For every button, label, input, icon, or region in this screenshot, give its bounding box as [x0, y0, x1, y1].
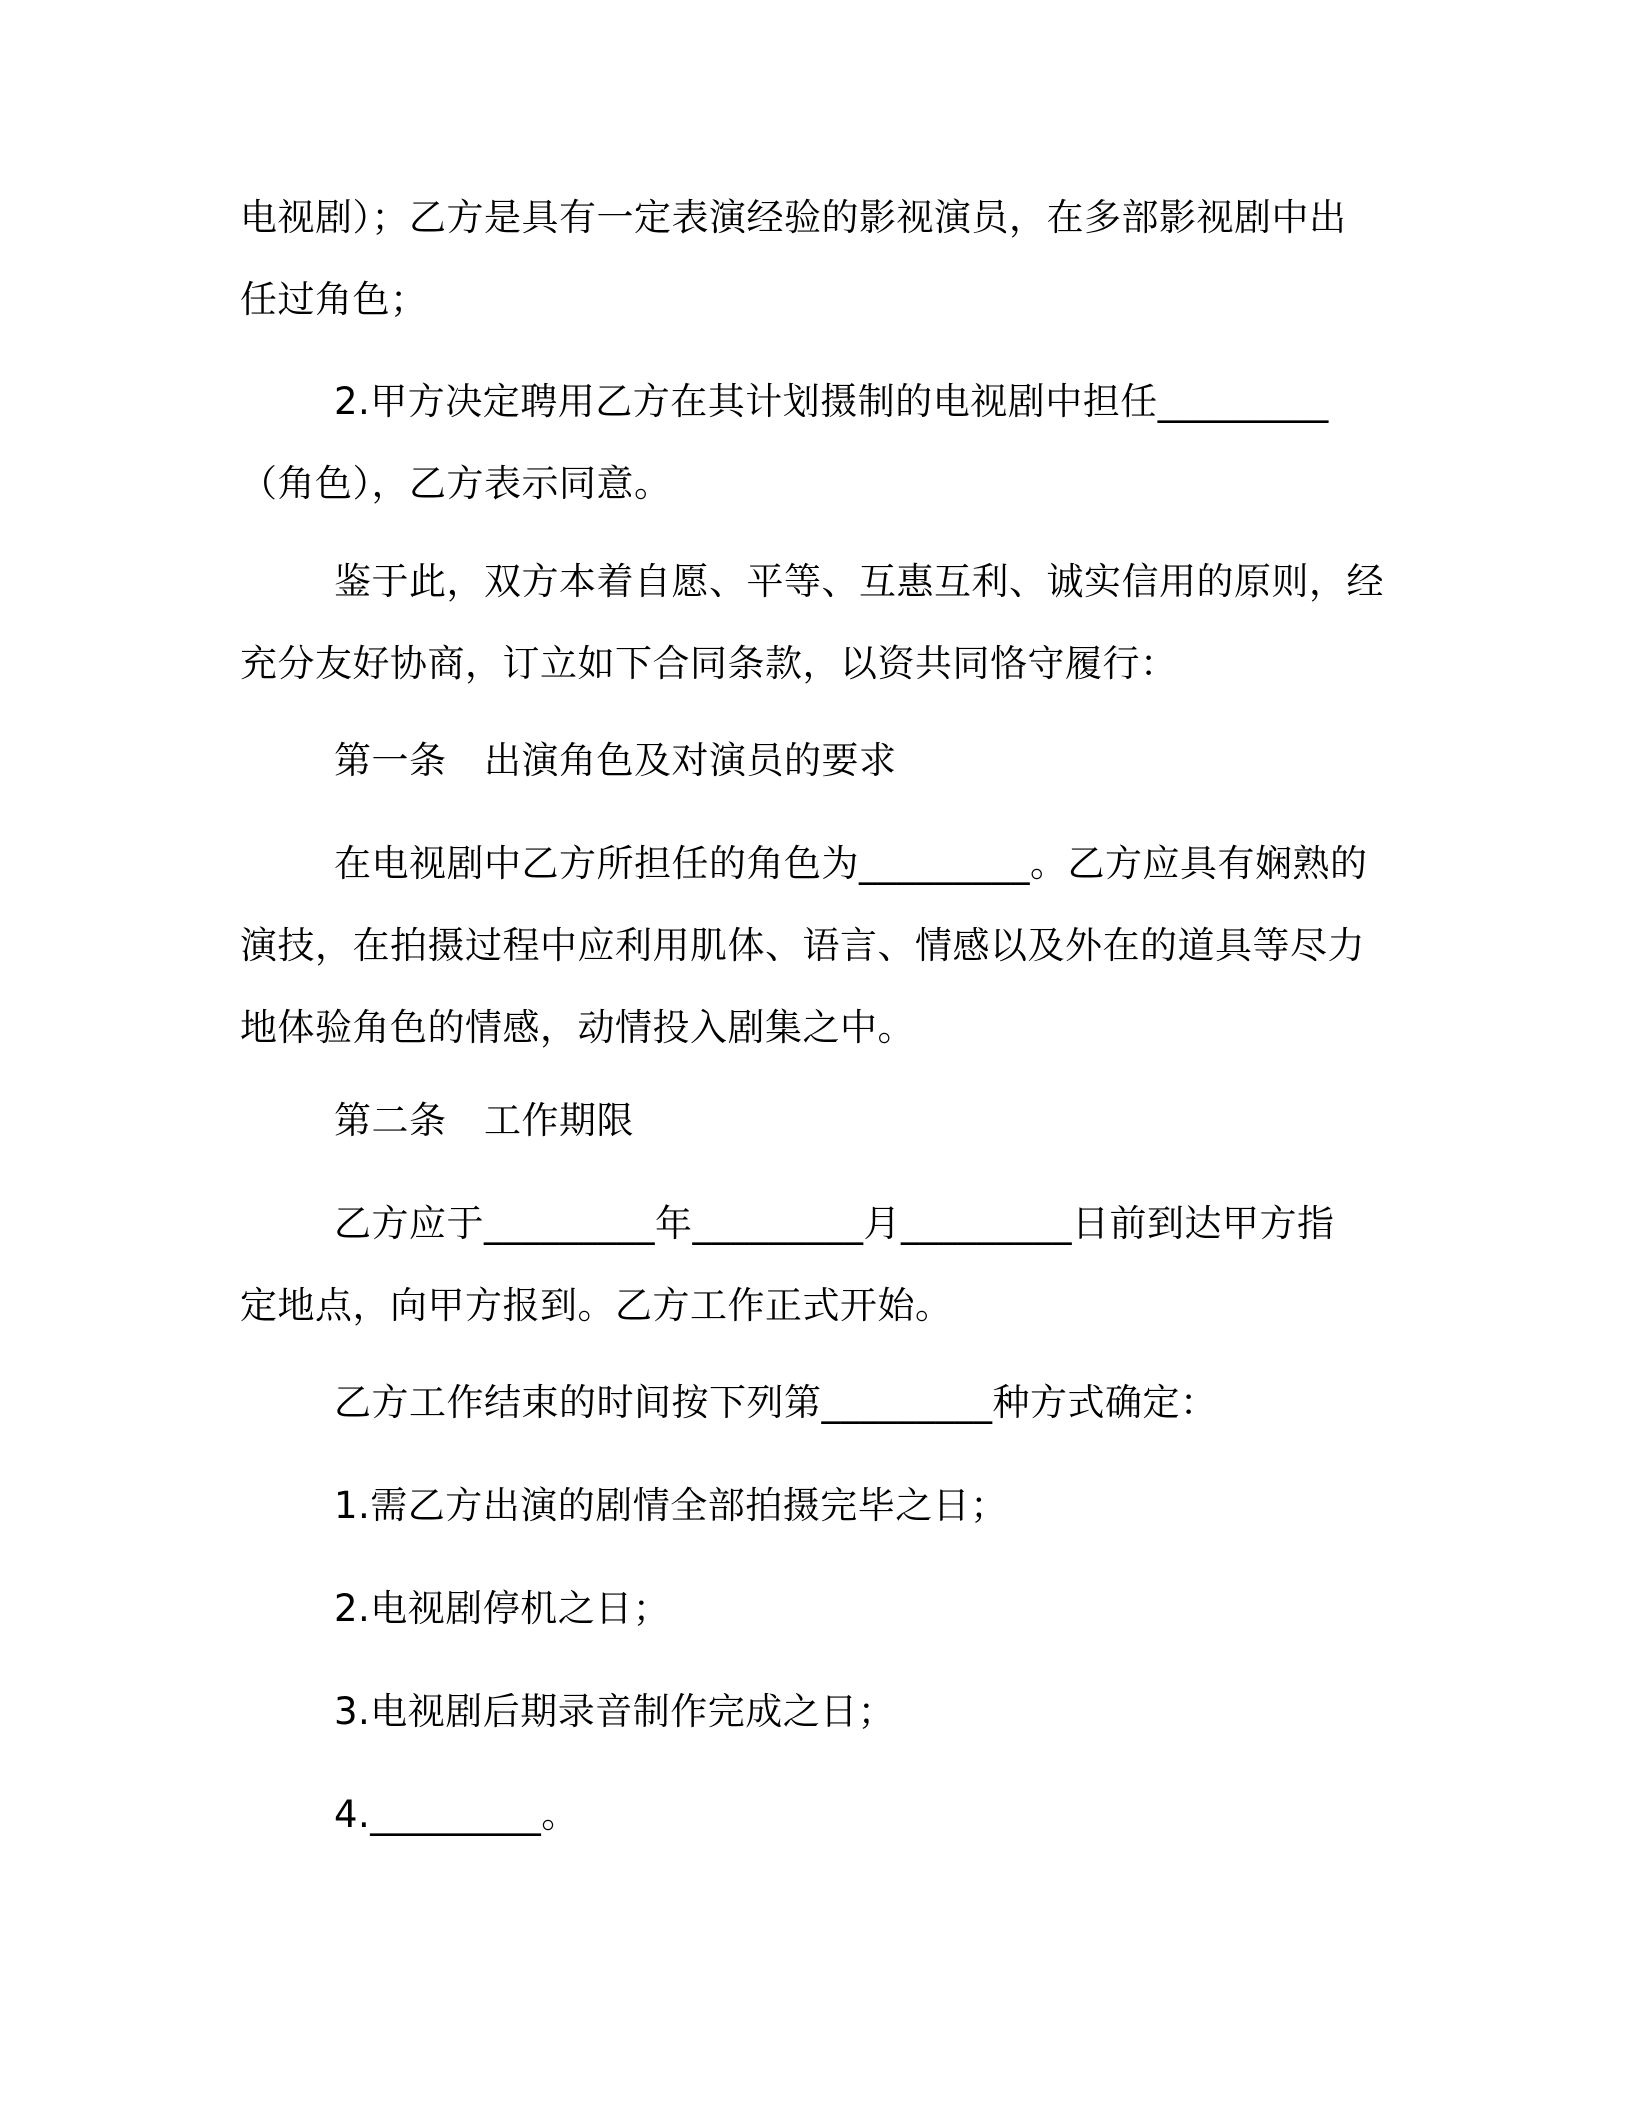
text-line: 2.电视剧停机之日； — [334, 1587, 671, 1630]
text-line: 1.需乙方出演的剧情全部拍摄完毕之日； — [334, 1484, 1008, 1527]
text-line: 鉴于此，双方本着自愿、平等、互惠互利、诚实信用的原则，经 — [334, 560, 1384, 603]
text-line: 任过角色； — [240, 278, 428, 321]
option-4 — [240, 1774, 1390, 1856]
paragraph-start-date — [240, 1183, 1390, 1347]
heading-text: 第一条 出演角色及对演员的要求 — [334, 739, 897, 782]
text-line: 乙方工作结束的时间按下列第_________种方式确定： — [334, 1381, 1218, 1424]
text-line: 电视剧）；乙方是具有一定表演经验的影视演员，在多部影视剧中出 — [240, 196, 1347, 239]
text-line: 3.电视剧后期录音制作完成之日； — [334, 1690, 896, 1733]
text-line: 乙方应于_________年_________月_________日前到达甲方指 — [334, 1202, 1335, 1245]
text-line: 定地点，向甲方报到。乙方工作正式开始。 — [240, 1284, 953, 1327]
option-3 — [240, 1671, 1390, 1753]
paragraph-whereas — [240, 541, 1390, 705]
option-2 — [240, 1568, 1390, 1650]
article-2-heading — [240, 1080, 1390, 1162]
text-line: 演技，在拍摄过程中应利用肌体、语言、情感以及外在的道具等尽力 — [240, 924, 1365, 967]
text-line: 2.甲方决定聘用乙方在其计划摄制的电视剧中担任_________ — [334, 380, 1329, 423]
text-line: （角色），乙方表示同意。 — [240, 462, 672, 505]
heading-text: 第二条 工作期限 — [334, 1099, 634, 1142]
article-1-heading — [240, 720, 1390, 802]
paragraph-clause-2 — [240, 361, 1390, 525]
text-line: 充分友好协商，订立如下合同条款，以资共同恪守履行： — [240, 642, 1178, 685]
paragraph-end-method — [240, 1362, 1390, 1444]
text-line: 4._________。 — [334, 1793, 579, 1836]
paragraph-intro-continuation — [240, 177, 1390, 341]
text-line: 在电视剧中乙方所担任的角色为_________。乙方应具有娴熟的 — [334, 842, 1368, 885]
option-1 — [240, 1465, 1390, 1547]
text-line: 地体验角色的情感，动情投入剧集之中。 — [240, 1006, 915, 1049]
paragraph-role-requirements — [240, 823, 1390, 1069]
